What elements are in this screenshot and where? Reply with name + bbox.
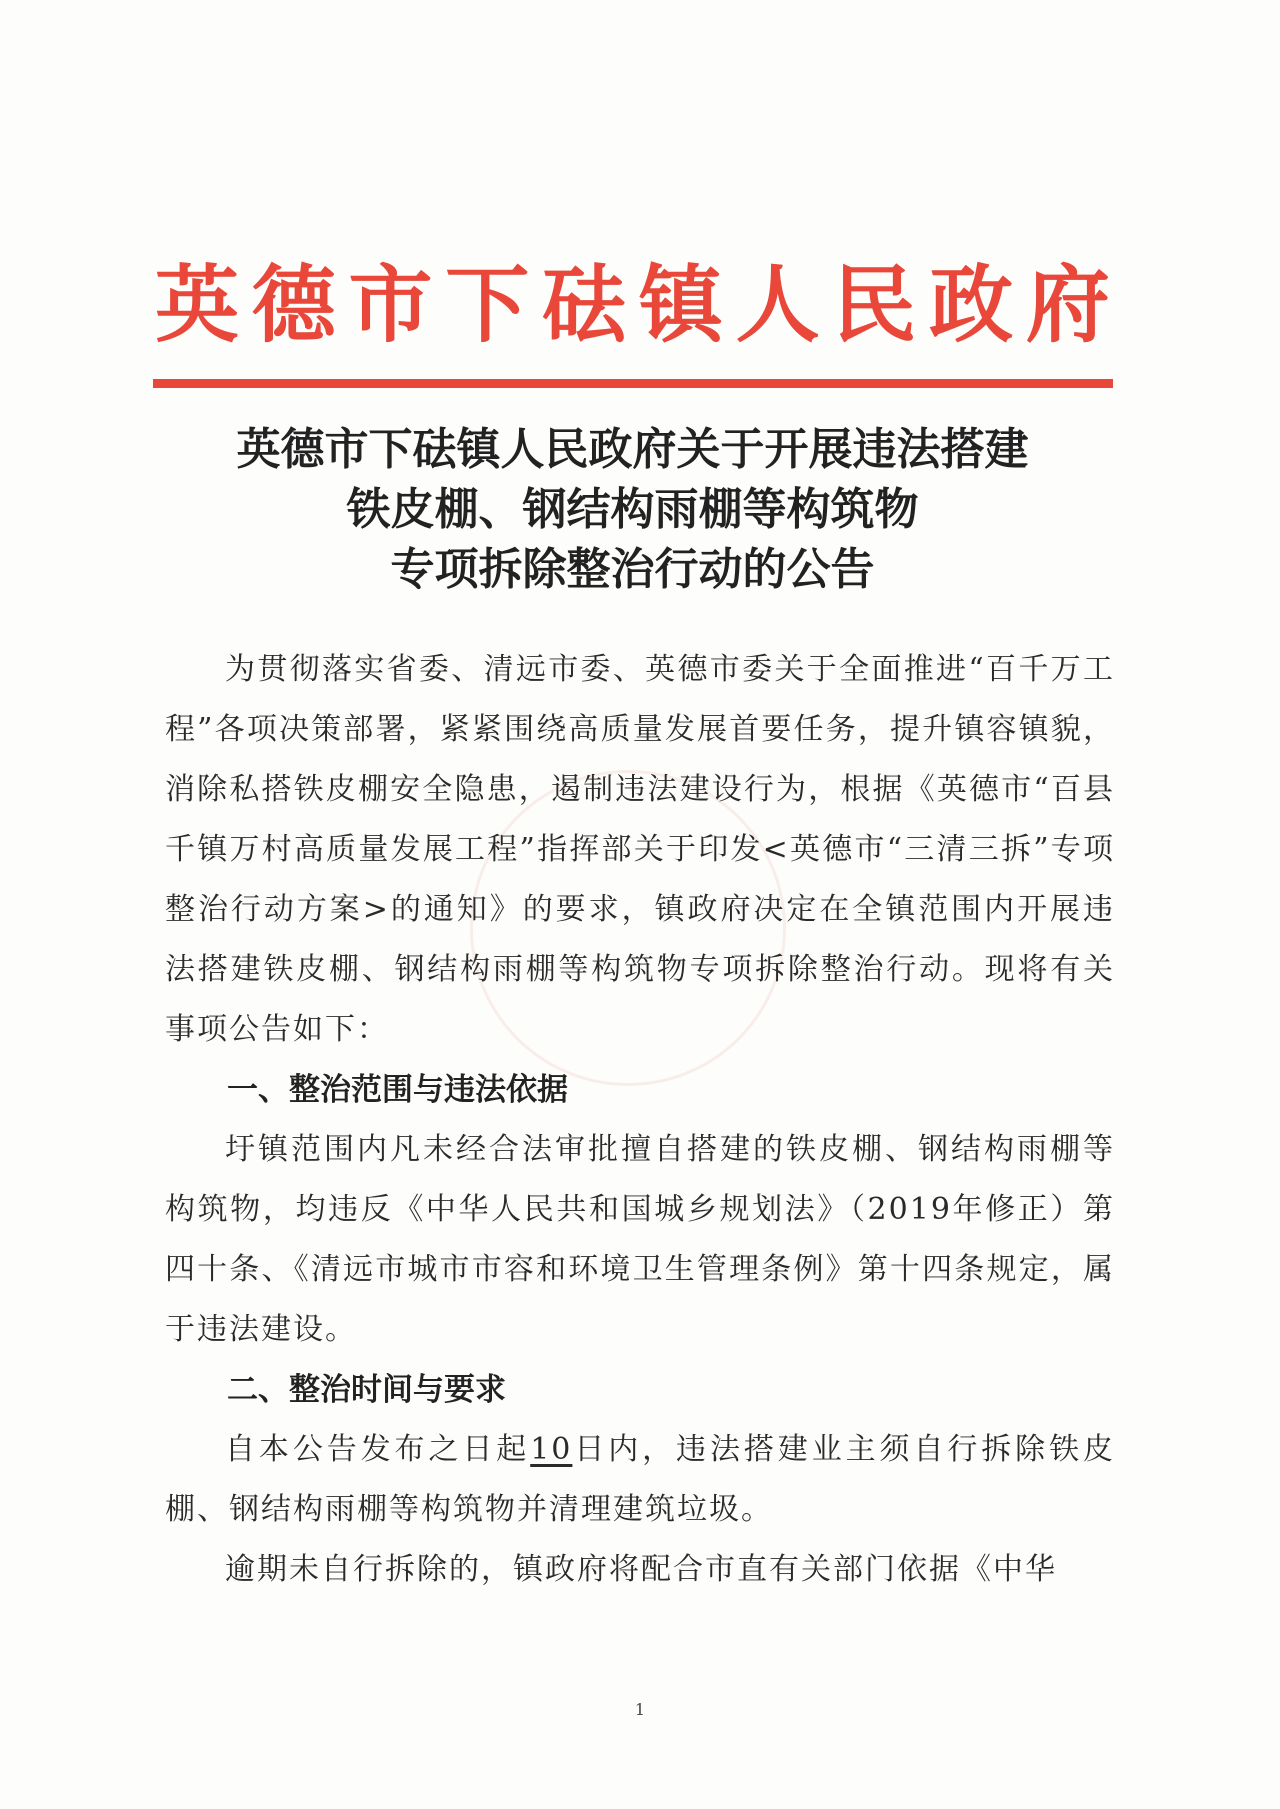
letterhead-char: 英 — [155, 255, 240, 354]
letterhead-char: 府 — [1025, 255, 1110, 354]
letterhead-char: 镇 — [638, 255, 723, 354]
section-2-paragraph — [165, 1420, 1115, 1540]
title-line-1: 英德市下砝镇人民政府关于开展违法搭建 — [236, 424, 1029, 475]
letterhead-char: 德 — [251, 255, 336, 354]
section-2-text-before: 自本公告发布之日起 — [225, 1432, 531, 1467]
section-1-paragraph: 圩镇范围内凡未经合法审批擅自搭建的铁皮棚、钢结构雨棚等构筑物，均违反《中华人民共和国城乡规划法》（2019年修正）第四十条、《清远市城市市容和环境卫生管理条例》第十四条规定，属于违法建设。 — [165, 1132, 1115, 1347]
letterhead-char: 下 — [445, 255, 530, 354]
document-title — [150, 420, 1115, 600]
document-body — [165, 640, 1115, 1600]
letterhead-char: 砝 — [542, 255, 627, 354]
letterhead-char: 政 — [929, 255, 1014, 354]
section-2-text-after: 日内，违法搭建业主须自行拆除铁皮棚、钢结构雨棚等构筑物并清理建筑垃圾。 — [165, 1432, 1116, 1527]
section-2-heading: 二、整治时间与要求 — [227, 1372, 506, 1408]
title-line-2: 铁皮棚、钢结构雨棚等构筑物 — [346, 484, 919, 535]
letterhead-char: 民 — [832, 255, 917, 354]
letterhead — [155, 255, 1110, 355]
letterhead-char: 人 — [735, 255, 820, 354]
page-number: 1 — [634, 1700, 646, 1719]
section-1-heading: 一、整治范围与违法依据 — [227, 1072, 568, 1108]
section-2-paragraph-2: 逾期未自行拆除的，镇政府将配合市直有关部门依据《中华 — [225, 1552, 1057, 1587]
letterhead-char: 市 — [348, 255, 433, 354]
deadline-days: 10 — [530, 1432, 573, 1467]
intro-paragraph: 为贯彻落实省委、清远市委、英德市委关于全面推进“百千万工程”各项决策部署，紧紧围绕高质量发展首要任务，提升镇容镇貌，消除私搭铁皮棚安全隐患，遏制违法建设行为，根据《英德市“百县千镇万村高质量发展工程”指挥部关于印发<英德市“三清三拆”专项整治行动方案>的通知》的要求，镇政府决定在全镇范围内开展违法搭建铁皮棚、钢结构雨棚等构筑物专项拆除整治行动。现将有关事项公告如下： — [165, 652, 1115, 1047]
title-line-3: 专项拆除整治行动的公告 — [390, 544, 875, 595]
letterhead-divider — [153, 379, 1113, 388]
